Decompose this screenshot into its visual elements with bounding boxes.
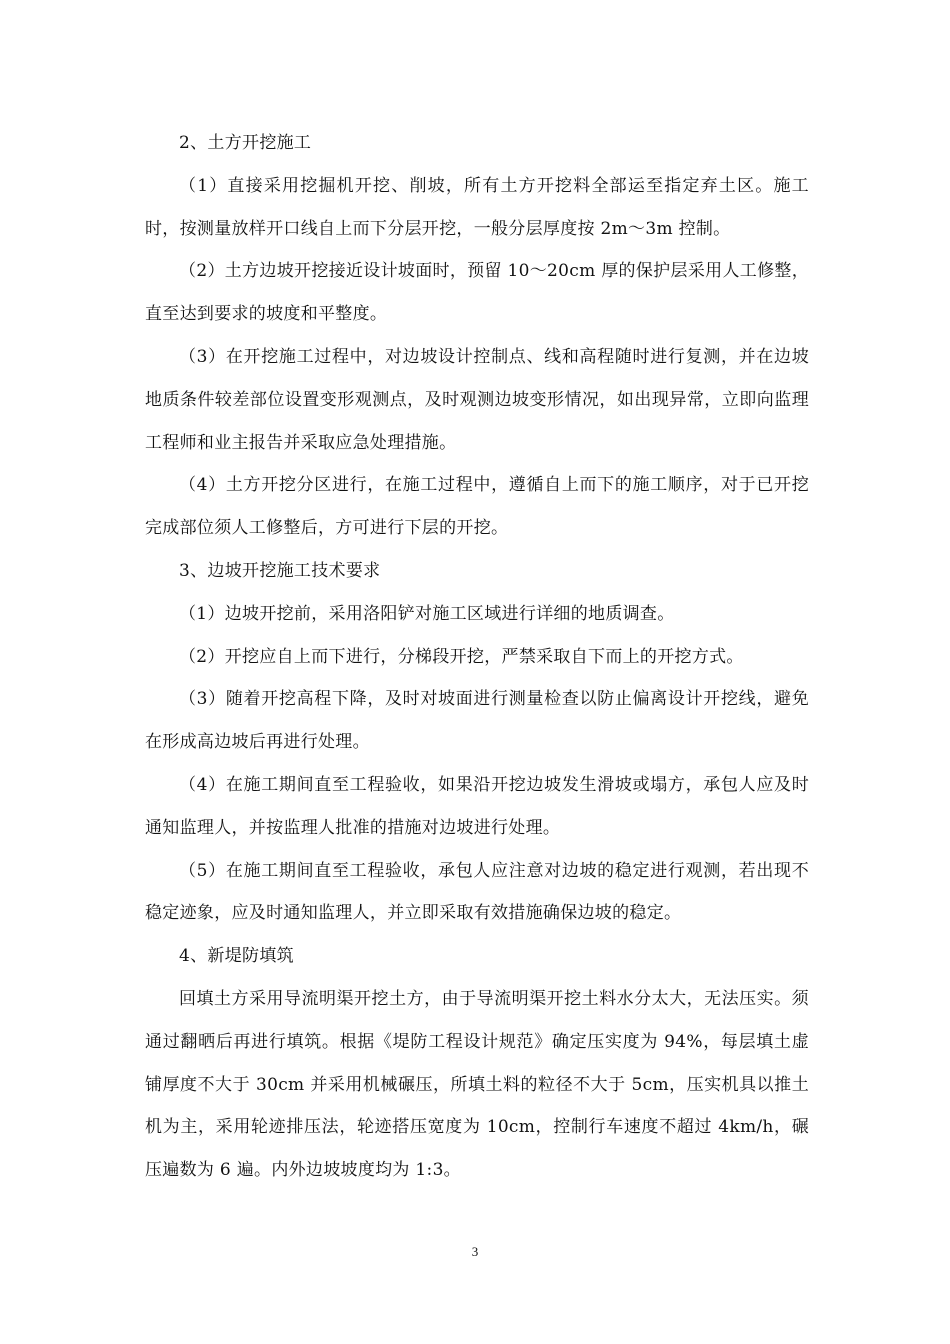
paragraph-3-1: （1）边坡开挖前，采用洛阳铲对施工区域进行详细的地质调查。 <box>179 603 675 624</box>
paragraph-3-5: （5）在施工期间直至工程验收，承包人应注意对边坡的稳定进行观测，若出现不稳定迹象，应及时通知监理人，并立即采取有效措施确保边坡的稳定。 <box>145 860 809 924</box>
paragraph-2-4: （4）土方开挖分区进行，在施工过程中，遵循自上而下的施工顺序，对于已开挖完成部位须人工修整后，方可进行下层的开挖。 <box>145 475 809 539</box>
section-heading-3: 3、边坡开挖施工技术要求 <box>179 560 381 581</box>
paragraph-2-3: （3）在开挖施工过程中，对边坡设计控制点、线和高程随时进行复测，并在边坡地质条件较差部位设置变形观测点，及时观测边坡变形情况，如出现异常，立即向监理工程师和业主报告并采取应急处理措施。 <box>145 346 809 453</box>
paragraph-3-4: （4）在施工期间直至工程验收，如果沿开挖边坡发生滑坡或塌方，承包人应及时通知监理人，并按监理人批准的措施对边坡进行处理。 <box>145 774 809 838</box>
paragraph-3-2: （2）开挖应自上而下进行，分梯段开挖，严禁采取自下而上的开挖方式。 <box>179 646 744 667</box>
paragraph-2-1: （1）直接采用挖掘机开挖、削坡，所有土方开挖料全部运至指定弃土区。施工时，按测量放样开口线自上而下分层开挖，一般分层厚度按 2m～3m 控制。 <box>145 175 809 239</box>
document-body <box>145 122 809 1192</box>
section-heading-2: 2、土方开挖施工 <box>179 133 312 153</box>
paragraph-2-2: （2）土方边坡开挖接近设计坡面时，预留 10～20cm 厚的保护层采用人工修整，直至达到要求的坡度和平整度。 <box>145 261 809 325</box>
paragraph-3-3: （3）随着开挖高程下降，及时对坡面进行测量检查以防止偏离设计开挖线，避免在形成高边坡后再进行处理。 <box>145 689 809 753</box>
page-number: 3 <box>471 1244 479 1259</box>
section-heading-4: 4、新堤防填筑 <box>179 946 294 967</box>
paragraph-4-1: 回填土方采用导流明渠开挖土方，由于导流明渠开挖土料水分太大，无法压实。须通过翻晒后再进行填筑。根据《堤防工程设计规范》确定压实度为 94%，每层填土虚铺厚度不大于 30cm 并采用机械碾压，所填土料的粒径不大于 5cm，压实机具以推土机为主，采用轮迹排压法，轮迹搭压宽度为 10cm，控制行车速度不超过 4km/h，碾压遍数为 6 遍。内外边坡坡度均为 1:3。 <box>145 988 809 1181</box>
